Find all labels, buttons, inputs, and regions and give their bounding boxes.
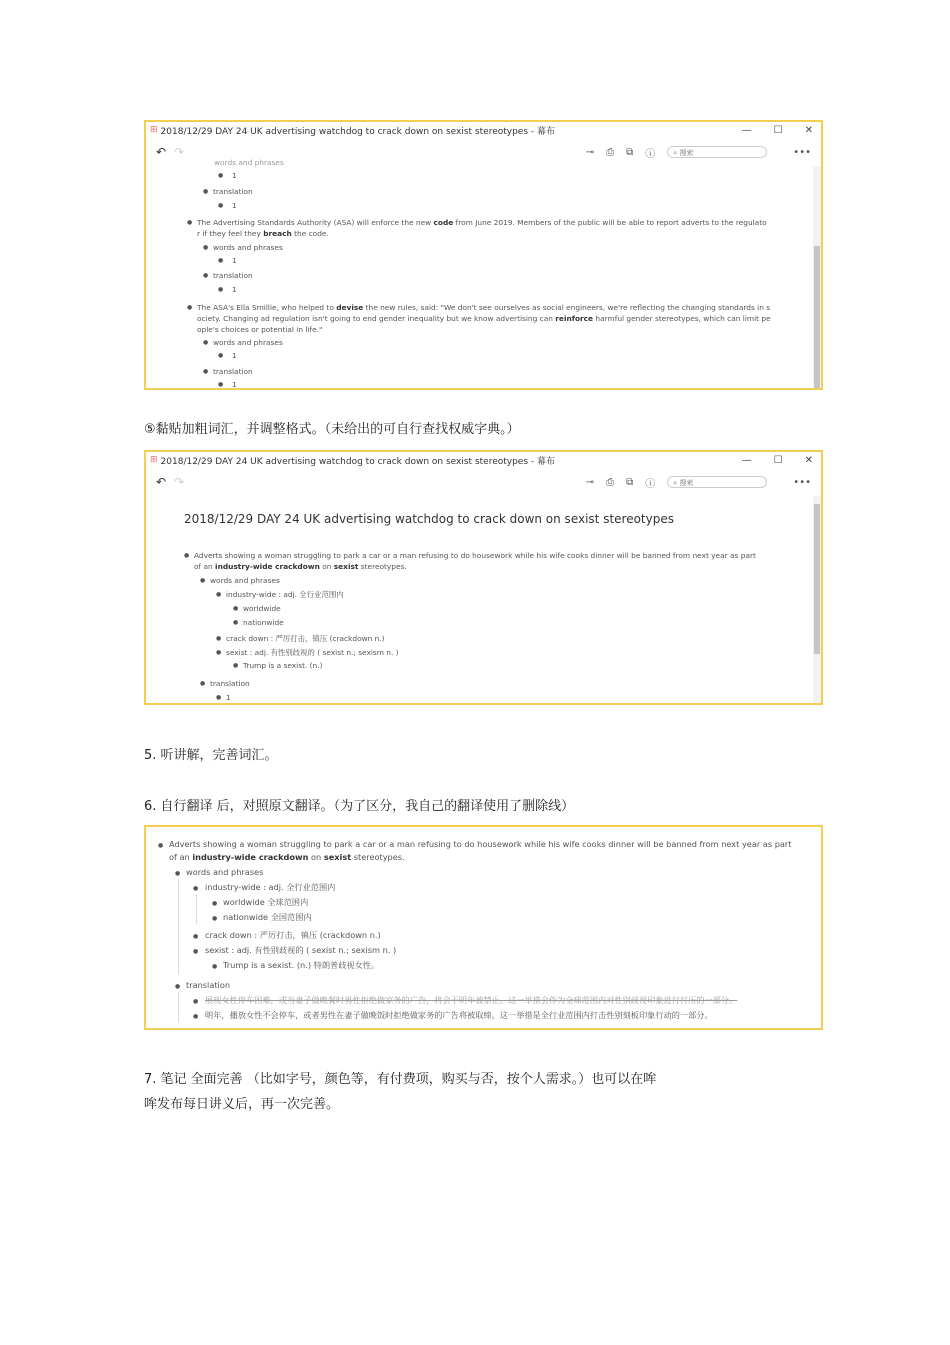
step-7-text: 7. 笔记 全面完善 （比如字号，颜色等，有付费项，购买与否，按个人需求。）也可以在哞 bbox=[144, 1072, 657, 1087]
list-item: nationwide 全国范围内 bbox=[223, 912, 312, 922]
list-item: translation bbox=[213, 367, 253, 376]
list-item: Trump is a sexist. (n.) 特朗普歧视女性。 bbox=[223, 960, 380, 970]
paragraph-1-cont: of an industry-wide crackdown on sexist stereotypes. bbox=[169, 852, 405, 862]
window-title: 2018/12/29 DAY 24 UK advertising watchdog to crack down on sexist stereotypes - 幕布 bbox=[160, 456, 556, 467]
list-item: sexist : adj. 有性别歧视的 ( sexist n.; sexism n. ) bbox=[205, 945, 397, 955]
minimize-icon[interactable]: — bbox=[741, 124, 752, 136]
list-item: words and phrases bbox=[213, 338, 283, 347]
step-6-text: 6. 自行翻译 后，对照原文翻译。（为了区分，我自己的翻译使用了删除线） bbox=[144, 799, 575, 814]
search-placeholder: 搜索 bbox=[679, 149, 694, 157]
paragraph-3: The ASA's Ella Smillie, who helped to devise the new rules, said: "We don't see ourselves as social engineers, we're reflecting the changing standards in s bbox=[197, 303, 771, 312]
list-item: crack down : 严厉打击，镇压 (crackdown n.) bbox=[205, 930, 381, 940]
paragraph-1: Adverts showing a woman struggling to park a car or a man refusing to do housework while his wife cooks dinner will be banned from next year as part bbox=[194, 551, 756, 560]
outline-content: words and phrases ● 1 ● translation ● 1 ● The Advertising Standards Authority (ASA) will enforce the new code from June 2019. Members of the public will be able to report adverts to the regulato r if they feel they breach the code. ● words and phrases ● 1 ● translation ● 1 ● The ASA's Ella Smillie, who helped to devise the new rules, said: "We don't see ourselves as social engineers, we're reflecting the changing standards in s ociety. Changing ad regulation isn't going to end gender inequality but we know advertising can reinforce harmful gender stereotypes, which can limit pe ople's choices or potential in life." ● words and phrases ● 1 ● translation ● 1 bbox=[187, 158, 771, 389]
minimize-icon[interactable]: — bbox=[741, 454, 752, 466]
list-item: nationwide bbox=[243, 618, 284, 627]
list-item: industry-wide : adj. 全行业范围内 bbox=[226, 590, 344, 599]
screenshot-mubu-1 bbox=[144, 120, 823, 390]
paragraph-1-cont: of an industry-wide crackdown on sexist stereotypes. bbox=[194, 562, 407, 571]
list-item: 1 bbox=[232, 201, 237, 210]
list-item: industry-wide : adj. 全行业范围内 bbox=[205, 882, 336, 892]
screenshot-mubu-3 bbox=[144, 825, 823, 1030]
search-placeholder: 搜索 bbox=[679, 479, 694, 487]
official-translation: 明年，播放女性不会停车，或者男性在妻子做晚饭时拒绝做家务的广告将被取缔。这一举措是全行业范围内打击性别刻板印象行动的一部分。 bbox=[205, 1010, 713, 1020]
list-item: Trump is a sexist. (n.) bbox=[243, 661, 323, 670]
list-item: words and phrases bbox=[186, 867, 264, 877]
app-icon: ⊞ bbox=[150, 455, 158, 465]
redo-icon[interactable]: ↷ bbox=[174, 145, 185, 159]
outline-content: 2018/12/29 DAY 24 UK advertising watchdog to crack down on sexist stereotypes ● Adverts showing a woman struggling to park a car or a man refusing to do housework while his wife cooks dinner will be banned from next year as part of an industry-wide crackdown on sexist stereotypes. ● words and phrases ● industry-wide : adj. 全行业范围内 ● worldwide ● nationwide ● crack down : 严厉打击，镇压 (crackdown n.) ● sexist : adj. 有性别歧视的 ( sexist n.; sexism n. ) ● Trump is a sexist. (n.) ● translation ● 1 bbox=[184, 512, 756, 702]
list-item: 1 bbox=[232, 351, 237, 360]
redo-icon[interactable]: ↷ bbox=[174, 475, 185, 489]
paragraph-3-cont: ociety. Changing ad regulation isn't going to end gender inequality but we know advertising can reinforce harmful gender stereotypes, which can limit pe bbox=[197, 314, 771, 323]
search-input[interactable]: ⌕ 搜索 bbox=[667, 476, 767, 488]
list-item: 1 bbox=[232, 256, 237, 265]
caption-step-5-circle: ⑤黏贴加粗词汇，并调整格式。（未给出的可自行查找权威字典。） bbox=[144, 422, 520, 437]
list-item: worldwide 全球范围内 bbox=[223, 897, 309, 907]
maximize-icon[interactable]: ☐ bbox=[773, 124, 783, 136]
window-title: 2018/12/29 DAY 24 UK advertising watchdog to crack down on sexist stereotypes - 幕布 bbox=[160, 126, 556, 137]
close-icon[interactable]: ✕ bbox=[804, 124, 813, 136]
screenshot-mubu-2 bbox=[144, 450, 823, 705]
list-item: crack down : 严厉打击，镇压 (crackdown n.) bbox=[226, 634, 385, 643]
close-icon[interactable]: ✕ bbox=[804, 454, 813, 466]
mindmap-icon[interactable]: ⊸ bbox=[585, 476, 595, 488]
scrollbar[interactable] bbox=[813, 166, 821, 388]
scrollbar[interactable] bbox=[813, 496, 821, 703]
maximize-icon[interactable]: ☐ bbox=[773, 454, 783, 466]
list-item: words and phrases bbox=[213, 243, 283, 252]
list-item: 1 bbox=[232, 380, 237, 389]
list-item: 1 bbox=[232, 171, 237, 180]
list-item: sexist : adj. 有性别歧视的 ( sexist n.; sexism n. ) bbox=[226, 648, 399, 657]
list-item: words and phrases bbox=[210, 576, 280, 585]
share-icon[interactable]: ⧉ bbox=[626, 146, 634, 158]
outline-content: ● Adverts showing a woman struggling to park a car or a man refusing to do housework while his wife cooks dinner will be banned from next year as part of an industry-wide crackdown on sexist stereotypes. ● words and phrases ● industry-wide : adj. 全行业范围内 ● worldwide 全球范围内 ● nationwide 全国范围内 ● crack down : 严厉打击，镇压 (crackdown n.) ● sexist : adj. 有性别歧视的 ( sexist n.; sexism n. ) ● Trump is a sexist. (n.) 特朗普歧视女性。 ● translation ● 展现女性停车困难，或当妻子做晚餐时男性拒绝做家务的广告，将会于明年被禁止。这一举措会作为全球范围内对性别歧视印象进行打压的一部分。 ● 明年，播放女性不会停车，或者男性在妻子做晚饭时拒绝做家务的广告将被取缔。这一举措是全行业范围内打击性别刻板印象行动的一部分。 bbox=[158, 839, 792, 1020]
list-item: translation bbox=[210, 679, 250, 688]
undo-icon[interactable]: ↶ bbox=[156, 475, 167, 489]
paragraph-3-cont2: ople's choices or potential in life." bbox=[197, 325, 323, 334]
cut-line: words and phrases bbox=[214, 158, 284, 167]
document-heading: 2018/12/29 DAY 24 UK advertising watchdog to crack down on sexist stereotypes bbox=[184, 512, 674, 526]
mindmap-icon[interactable]: ⊸ bbox=[585, 146, 595, 158]
list-item: worldwide bbox=[243, 604, 281, 613]
paragraph-1: Adverts showing a woman struggling to park a car or a man refusing to do housework while his wife cooks dinner will be banned from next year as part bbox=[169, 839, 792, 849]
more-icon[interactable]: ••• bbox=[793, 146, 811, 158]
more-icon[interactable]: ••• bbox=[793, 476, 811, 488]
step-7-text-cont: 哞发布每日讲义后，再一次完善。 bbox=[144, 1097, 340, 1112]
app-icon: ⊞ bbox=[150, 125, 158, 135]
share-icon[interactable]: ⧉ bbox=[626, 476, 634, 488]
help-icon[interactable]: ⓘ bbox=[645, 478, 656, 490]
my-translation-strikethrough: 展现女性停车困难，或当妻子做晚餐时男性拒绝做家务的广告，将会于明年被禁止。这一举措会作为全球范围内对性别歧视印象进行打压的一部分。 bbox=[205, 995, 738, 1005]
paragraph-2: The Advertising Standards Authority (ASA) will enforce the new code from June 2019. Members of the public will be able to report adverts to the regulato bbox=[197, 218, 767, 227]
step-5-text: 5. 听讲解，完善词汇。 bbox=[144, 748, 278, 763]
undo-icon[interactable]: ↶ bbox=[156, 145, 167, 159]
search-input[interactable]: ⌕ 搜索 bbox=[667, 146, 767, 158]
list-item: 1 bbox=[226, 693, 231, 702]
list-item: translation bbox=[213, 187, 253, 196]
export-icon[interactable]: ⎙ bbox=[606, 146, 615, 158]
list-item: 1 bbox=[232, 285, 237, 294]
help-icon[interactable]: ⓘ bbox=[645, 148, 656, 160]
export-icon[interactable]: ⎙ bbox=[606, 476, 615, 488]
list-item: translation bbox=[213, 271, 253, 280]
list-item: translation bbox=[186, 980, 231, 990]
paragraph-2-cont: r if they feel they breach the code. bbox=[197, 229, 329, 238]
